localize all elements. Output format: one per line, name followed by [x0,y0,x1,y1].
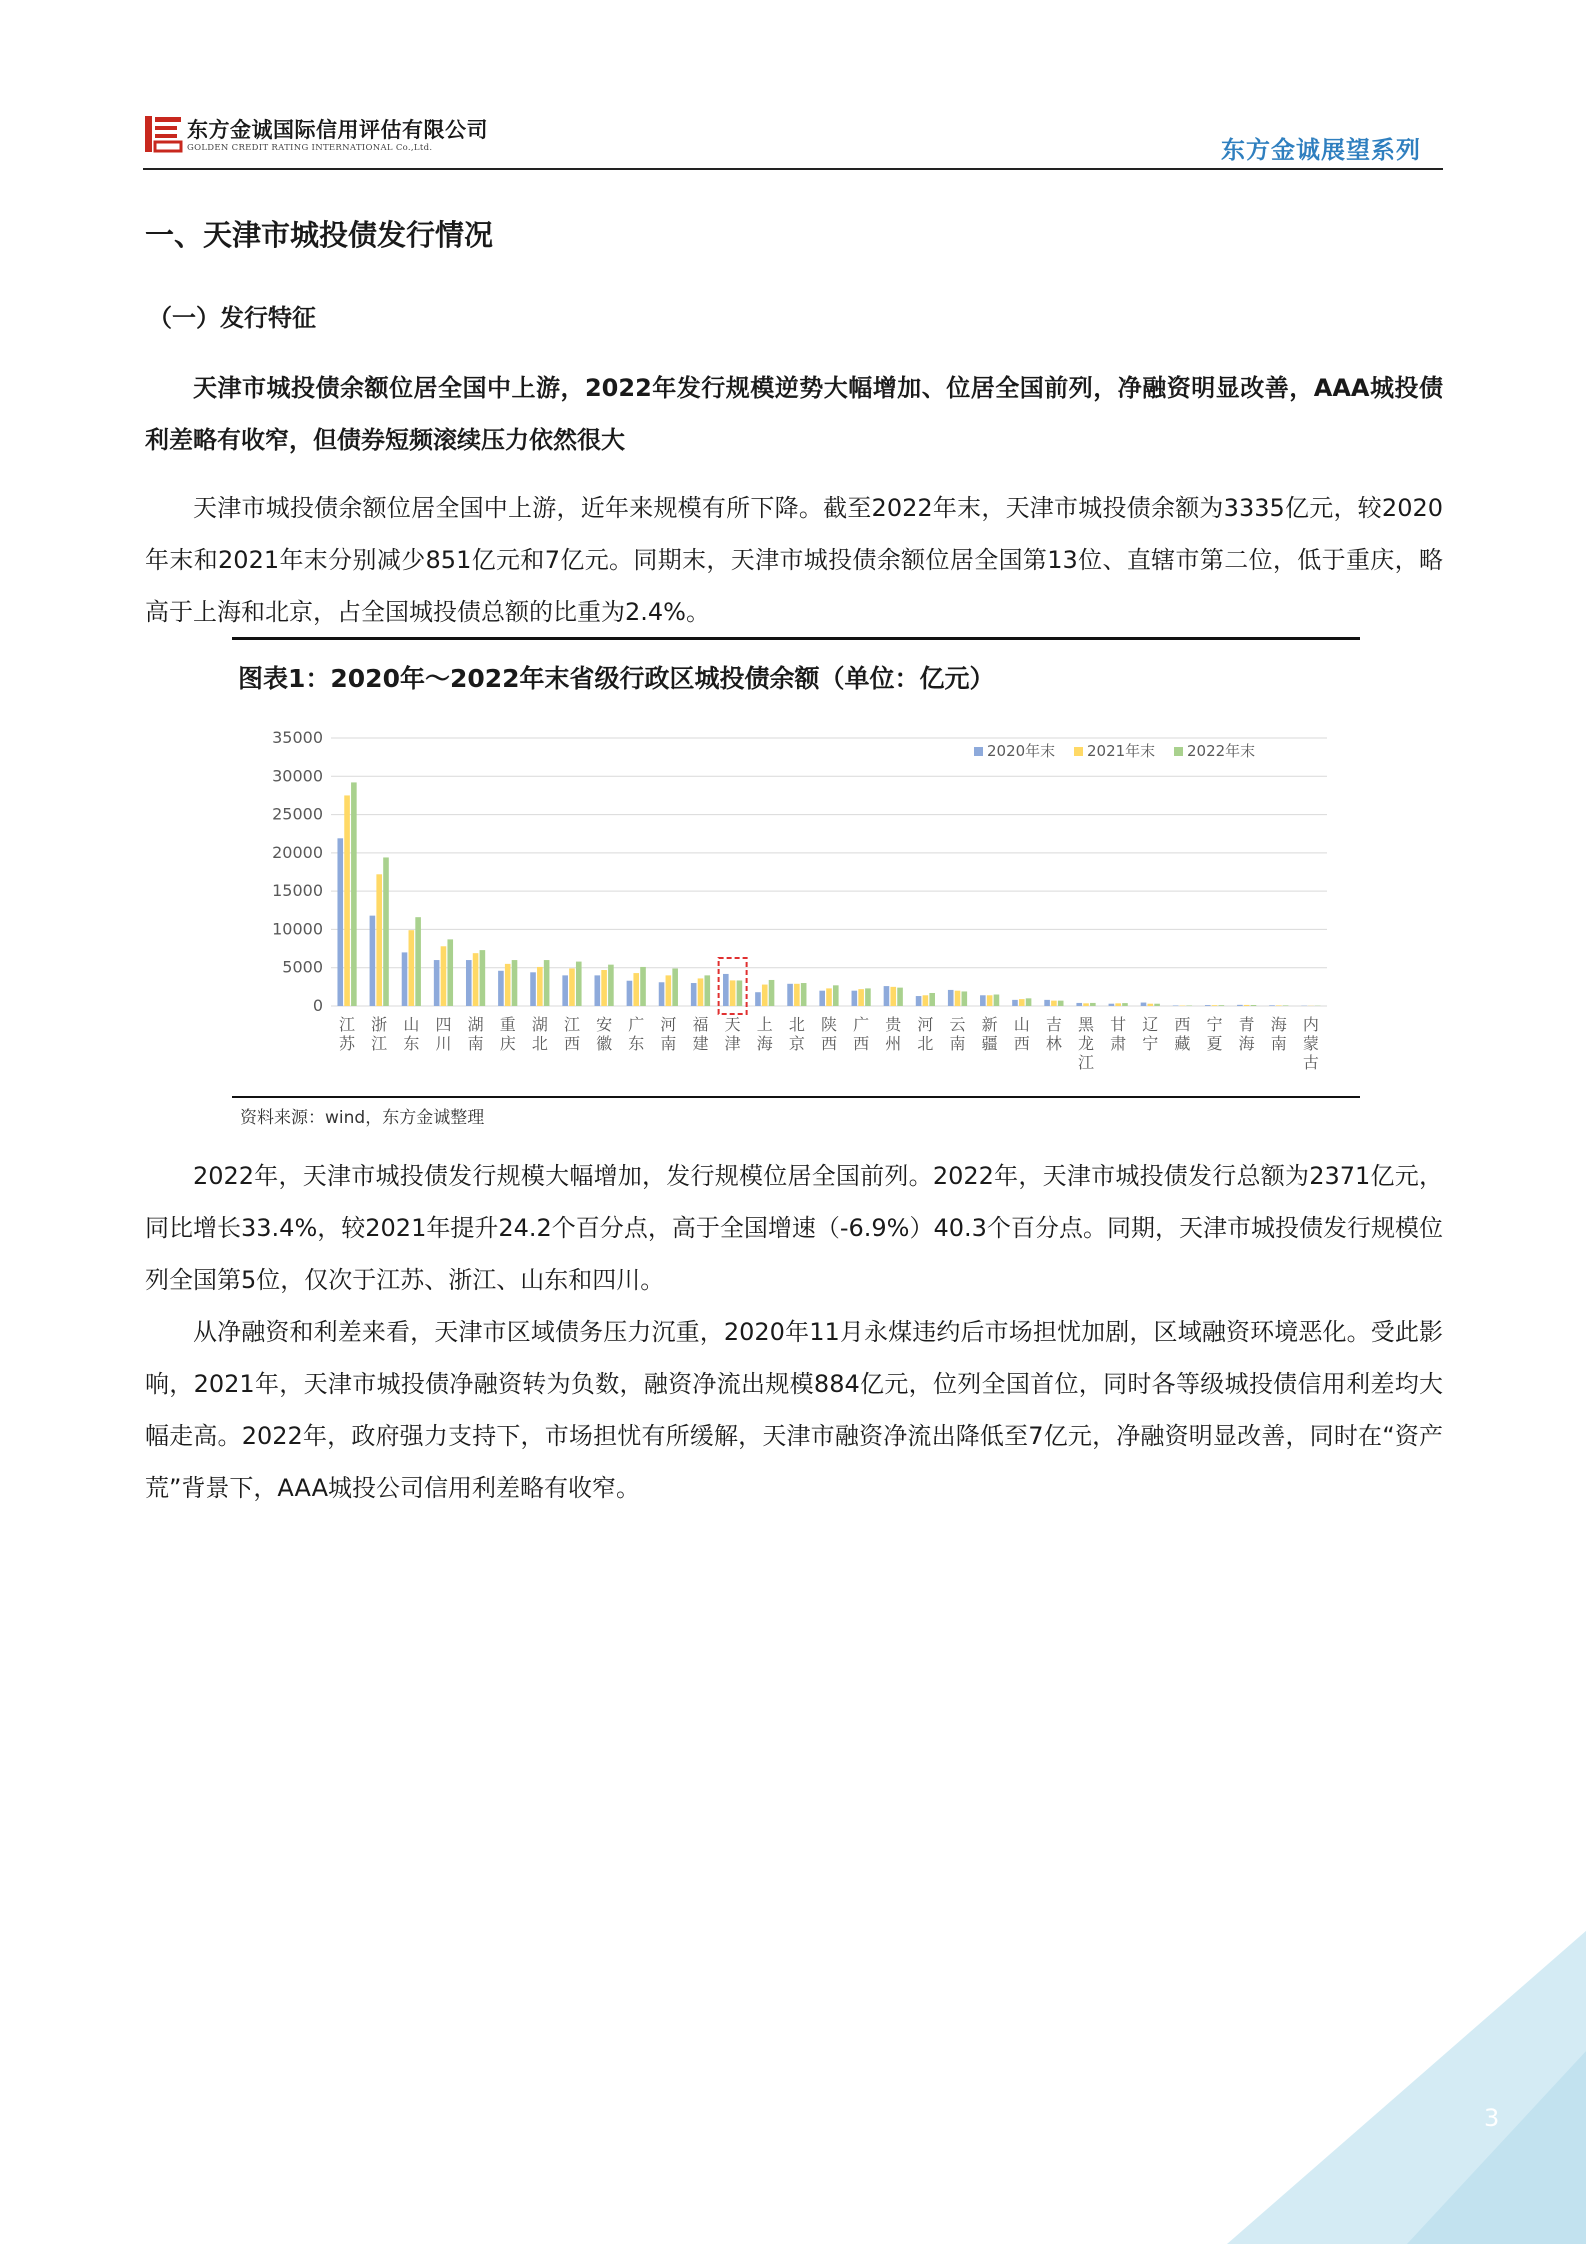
bar-2022年末 [447,939,453,1006]
bar-2021年末 [633,973,639,1006]
figure-top-rule [232,637,1360,640]
bar-2021年末 [537,967,543,1006]
x-tick-label: 肃 [1110,1034,1127,1053]
company-name-en: GOLDEN CREDIT RATING INTERNATIONAL Co.,Ltd. [187,143,433,153]
bar-2020年末 [434,960,440,1006]
bar-2022年末 [415,917,421,1006]
x-tick-label: 广 [853,1015,870,1034]
x-tick-label: 新 [981,1015,998,1034]
legend-label: 2020年末 [987,742,1056,760]
x-tick-label: 江 [371,1034,388,1053]
x-tick-label: 津 [724,1034,741,1053]
bar-2022年末 [897,988,903,1006]
x-tick-label: 重 [499,1015,516,1034]
y-tick-label: 25000 [272,804,323,824]
legend-swatch [1074,747,1083,756]
bar-2020年末 [1012,1000,1018,1006]
bar-2020年末 [1109,1004,1115,1006]
x-tick-label: 西 [820,1034,838,1053]
x-tick-label: 海 [1270,1015,1287,1034]
bar-2022年末 [769,980,775,1006]
bar-2021年末 [1051,1001,1057,1006]
legend-label: 2022年末 [1187,742,1256,760]
bar-2022年末 [640,967,646,1006]
legend-swatch [1174,747,1183,756]
x-tick-label: 南 [467,1034,484,1053]
bar-2021年末 [955,991,961,1006]
x-tick-label: 四 [435,1015,452,1034]
bar-2021年末 [1115,1003,1121,1006]
figure-source: 资料来源：wind，东方金诚整理 [240,1108,485,1128]
bar-2022年末 [480,950,486,1006]
bar-2020年末 [948,990,954,1006]
x-tick-label: 北 [917,1034,934,1053]
legend-label: 2021年末 [1087,742,1156,760]
bar-2021年末 [569,968,575,1006]
bar-2020年末 [466,960,472,1006]
x-tick-label: 陕 [820,1015,838,1034]
bar-2021年末 [1212,1005,1218,1006]
bar-2020年末 [691,983,697,1006]
y-tick-label: 5000 [282,957,323,977]
bar-2020年末 [1173,1005,1179,1006]
bar-2021年末 [1147,1004,1153,1006]
x-tick-label: 宁 [1142,1034,1159,1053]
x-tick-label: 西 [853,1034,870,1053]
bar-2020年末 [980,995,986,1006]
x-tick-label: 京 [788,1034,805,1053]
bar-2022年末 [801,983,807,1006]
bar-2021年末 [890,987,896,1006]
x-tick-label: 山 [403,1015,420,1034]
bar-2022年末 [512,960,518,1006]
x-tick-label: 北 [788,1015,805,1034]
x-tick-label: 海 [756,1034,773,1053]
x-tick-label: 甘 [1110,1015,1127,1034]
bar-2020年末 [852,991,858,1006]
bar-2020年末 [337,838,343,1006]
bar-2022年末 [1090,1003,1096,1006]
bar-2020年末 [1237,1005,1243,1006]
bar-2021年末 [923,995,929,1006]
bar-2021年末 [1244,1005,1250,1006]
x-tick-label: 东 [403,1034,420,1053]
x-tick-label: 苏 [339,1034,356,1053]
x-tick-label: 龙 [1078,1034,1095,1053]
bar-2022年末 [833,985,839,1006]
x-tick-label: 云 [949,1015,966,1034]
x-tick-label: 贵 [885,1015,902,1034]
bar-2022年末 [962,991,968,1006]
bar-2021年末 [762,985,768,1006]
bar-2022年末 [544,960,550,1006]
x-tick-label: 天 [724,1015,741,1034]
bar-2022年末 [1283,1005,1289,1006]
paragraph-1: 天津市城投债余额位居全国中上游，近年来规模有所下降。截至2022年末，天津市城投债余额为3335亿元，较2020年末和2021年末分别减少851亿元和7亿元。同期末，天津市城投债余额位居全国第13位、直辖市第二位，低于重庆，略高于上海和北京，占全国城投债总额的比重为2.4%。 [145,494,1443,626]
header-divider [143,168,1443,170]
x-tick-label: 建 [692,1034,709,1053]
x-tick-label: 河 [660,1015,677,1034]
bar-2021年末 [1276,1005,1282,1006]
bar-2020年末 [1044,1000,1050,1006]
x-tick-label: 河 [917,1015,934,1034]
bar-2021年末 [987,995,993,1006]
bar-2021年末 [601,970,607,1006]
paragraph-3: 从净融资和利差来看，天津市区域债务压力沉重，2020年11月永煤违约后市场担忧加剧，区域融资环境恶化。受此影响，2021年，天津市城投债净融资转为负数，融资净流出规模884亿元，位列全国首位，同时各等级城投债信用利差均大幅走高。2022年，政府强力支持下，市场担忧有所缓解，天津市融资净流出降低至7亿元，净融资明显改善，同时在“资产荒”背景下，AAA城投公司信用利差略有收窄。 [145,1318,1443,1502]
bar-2020年末 [1076,1003,1082,1006]
bar-2022年末 [994,995,1000,1006]
y-tick-label: 35000 [272,728,323,747]
bar-2021年末 [1019,999,1025,1006]
bar-2022年末 [1186,1005,1192,1006]
x-tick-label: 内 [1302,1015,1319,1034]
bar-2020年末 [370,916,376,1006]
x-tick-label: 上 [756,1015,773,1034]
x-tick-label: 西 [563,1034,580,1053]
page-header [143,108,1443,170]
bar-2021年末 [505,964,511,1006]
bar-2022年末 [1219,1005,1225,1006]
x-tick-label: 南 [1270,1034,1287,1053]
bar-2020年末 [562,975,568,1006]
bar-2022年末 [1122,1003,1128,1006]
bar-2022年末 [672,968,678,1006]
bar-2022年末 [704,975,710,1006]
bar-2020年末 [916,996,922,1006]
company-name-cn: 东方金诚国际信用评估有限公司 [187,117,488,142]
corner-decoration [1227,1930,1586,2244]
x-tick-label: 广 [628,1015,645,1034]
summary-paragraph: 天津市城投债余额位居全国中上游，2022年发行规模逆势大幅增加、位居全国前列，净融资明显改善，AAA城投债利差略有收窄，但债券短频滚续压力依然很大 [145,374,1443,454]
x-tick-label: 黑 [1078,1015,1095,1034]
bar-2020年末 [819,991,825,1006]
bar-2021年末 [376,874,382,1006]
x-tick-label: 江 [339,1015,356,1034]
paragraph-2: 2022年，天津市城投债发行规模大幅增加，发行规模位居全国前列。2022年，天津市城投债发行总额为2371亿元，同比增长33.4%，较2021年提升24.2个百分点，高于全国增速（-6.9%）40.3个百分点。同期，天津市城投债发行规模位列全国第5位，仅次于江苏、浙江、山东和四川。 [145,1162,1443,1294]
y-tick-label: 20000 [272,842,323,862]
bar-2021年末 [826,988,832,1006]
bar-2021年末 [409,930,415,1006]
y-tick-label: 0 [312,996,323,1015]
x-tick-label: 徽 [596,1034,613,1053]
bar-2022年末 [865,988,871,1006]
x-tick-label: 蒙 [1302,1034,1319,1053]
bar-2021年末 [344,795,350,1006]
bar-2021年末 [666,975,672,1006]
x-tick-label: 吉 [1045,1015,1062,1034]
bar-2021年末 [441,946,447,1006]
x-tick-label: 安 [596,1015,613,1034]
bar-2020年末 [498,971,504,1006]
company-logo-icon [143,114,183,154]
figure-bottom-rule [232,1096,1360,1098]
bar-2020年末 [755,992,761,1006]
bar-2022年末 [1154,1004,1160,1006]
bar-2020年末 [402,952,408,1006]
bar-2021年末 [473,953,479,1006]
bar-2020年末 [1205,1005,1211,1006]
x-tick-label: 湖 [467,1015,484,1034]
bar-chart [232,716,1360,1096]
x-tick-label: 庆 [499,1034,516,1053]
x-tick-label: 湖 [531,1015,548,1034]
bar-2020年末 [723,974,729,1006]
x-tick-label: 川 [435,1034,452,1053]
figure-title: 图表1：2020年～2022年末省级行政区城投债余额（单位：亿元） [238,664,995,693]
bar-2020年末 [530,972,536,1006]
series-title: 东方金诚展望系列 [1221,136,1421,164]
bar-2021年末 [698,978,704,1006]
bar-2020年末 [1269,1005,1275,1006]
x-tick-label: 江 [563,1015,580,1034]
bar-2022年末 [1058,1001,1064,1006]
bar-2021年末 [794,984,800,1006]
x-tick-label: 山 [1013,1015,1030,1034]
bar-2020年末 [1141,1003,1147,1006]
x-tick-label: 海 [1238,1034,1255,1053]
bar-2020年末 [627,981,633,1006]
bar-2020年末 [884,986,890,1006]
x-tick-label: 福 [692,1015,709,1034]
x-tick-label: 林 [1045,1034,1062,1053]
bar-2021年末 [858,989,864,1006]
bar-2020年末 [594,975,600,1006]
bar-2022年末 [608,965,614,1006]
x-tick-label: 古 [1302,1053,1319,1072]
bar-2021年末 [730,980,736,1006]
bar-2021年末 [1083,1003,1089,1006]
bar-2022年末 [1251,1005,1257,1006]
bar-2022年末 [1026,998,1032,1006]
bar-2022年末 [737,980,743,1006]
x-tick-label: 宁 [1206,1015,1223,1034]
page-number: 3 [1484,2104,1500,2132]
y-tick-label: 10000 [272,919,323,939]
x-tick-label: 东 [628,1034,645,1053]
x-tick-label: 南 [660,1034,677,1053]
legend-swatch [974,747,983,756]
section-title: 一、天津市城投债发行情况 [145,218,494,252]
bar-2022年末 [383,857,389,1006]
x-tick-label: 西 [1013,1034,1030,1053]
bar-2022年末 [929,993,935,1006]
y-tick-label: 15000 [272,881,323,901]
x-tick-label: 浙 [371,1015,388,1034]
x-tick-label: 北 [531,1034,548,1053]
bar-2020年末 [787,984,793,1006]
x-tick-label: 江 [1078,1053,1095,1072]
x-tick-label: 疆 [981,1034,998,1053]
x-tick-label: 青 [1238,1015,1255,1034]
x-tick-label: 藏 [1174,1034,1191,1053]
y-tick-label: 30000 [272,766,323,786]
x-tick-label: 州 [885,1034,902,1053]
x-tick-label: 西 [1174,1015,1191,1034]
x-tick-label: 南 [949,1034,966,1053]
x-tick-label: 夏 [1206,1034,1223,1053]
bar-2022年末 [351,782,357,1006]
bar-2022年末 [576,962,582,1006]
x-tick-label: 辽 [1142,1015,1159,1034]
section-subtitle: （一）发行特征 [148,304,316,332]
bar-2020年末 [659,982,665,1006]
